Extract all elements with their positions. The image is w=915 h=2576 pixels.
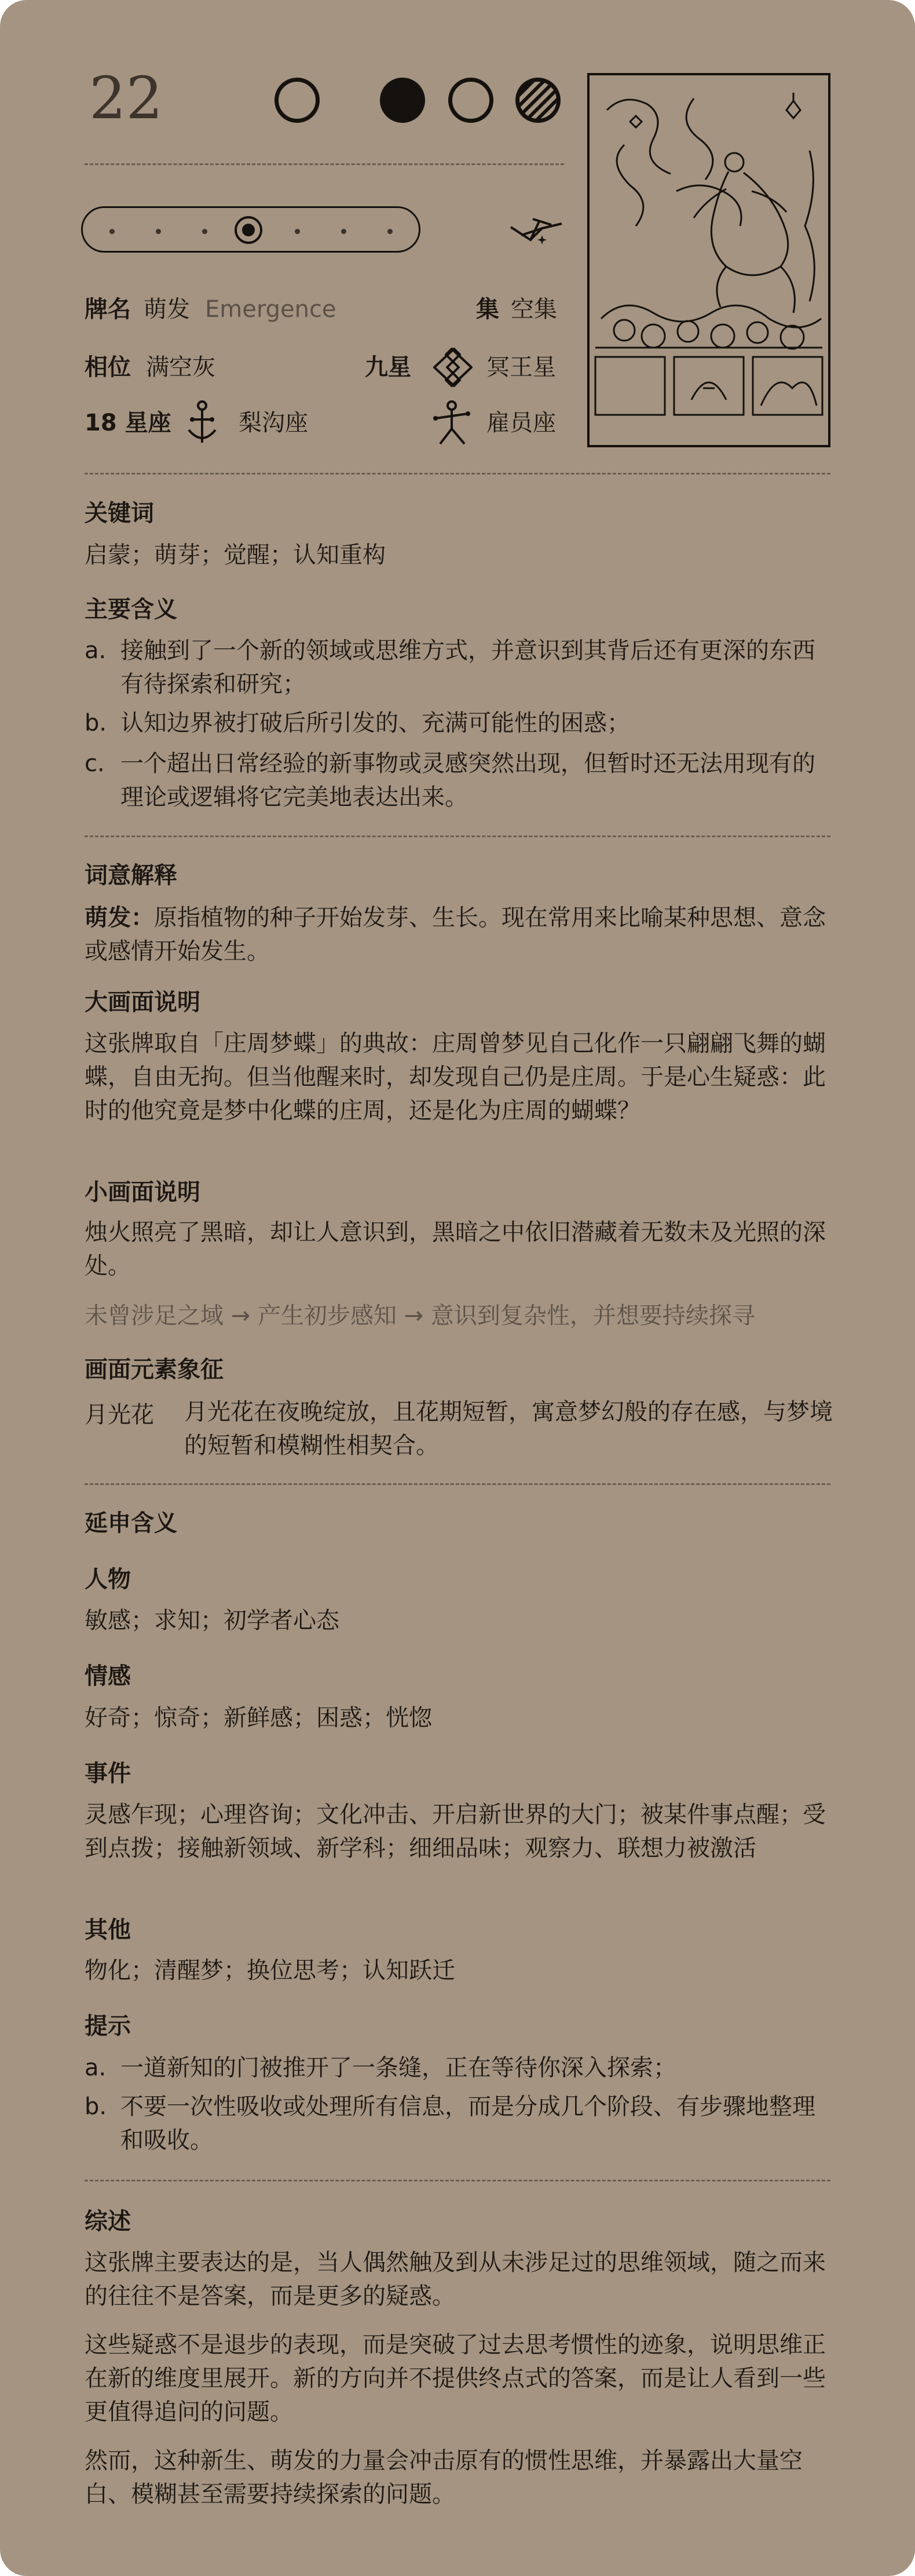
small-picture-flow: 未曾涉足之域 → 产生初步感知 → 意识到复杂性，并想要持续探寻 — [85, 1302, 755, 1329]
emotion-title: 情感 — [85, 1663, 131, 1690]
card-number: 22 — [89, 64, 163, 132]
main-meaning-item — [85, 634, 837, 701]
list-text: 认知边界被打破后所引发的、充满可能性的困惑； — [120, 710, 630, 736]
name-en: Emergence — [205, 296, 336, 323]
pluto-symbol-icon — [429, 346, 477, 388]
divider — [85, 163, 564, 165]
divider — [85, 835, 830, 837]
keywords-title: 关键词 — [85, 500, 154, 527]
constellation-value: 梨沟座 — [239, 410, 308, 436]
card-illustration — [587, 73, 830, 447]
nine-star-label: 九星 — [365, 354, 411, 381]
other-text: 物化；清醒梦；换位思考；认知跃迁 — [85, 1957, 455, 1984]
new-moon-outline-icon — [274, 78, 320, 123]
event-title: 事件 — [85, 1760, 131, 1787]
tips-title: 提示 — [85, 2013, 131, 2039]
summary-paragraph: 然而，这种新生、萌发的力量会冲击原有的惯性思维，并暴露出大量空白、模糊甚至需要持续探索的问题。 — [85, 2447, 803, 2508]
slider-tick — [109, 229, 115, 234]
list-marker: b. — [85, 2093, 107, 2120]
slider-tick — [156, 229, 161, 234]
big-picture-title: 大画面说明 — [85, 989, 200, 1016]
emotion-text: 好奇；惊奇；新鲜感；困惑；恍惚 — [85, 1705, 432, 1731]
position-value: 满空灰 — [146, 354, 215, 381]
circle-outline-icon — [448, 78, 493, 123]
list-marker: a. — [85, 637, 107, 664]
list-marker: c. — [85, 750, 105, 777]
name-cn: 萌发 — [144, 296, 190, 323]
main-meaning-title: 主要含义 — [85, 596, 177, 623]
set-value: 空集 — [511, 296, 557, 323]
people-text: 敏感；求知；初学者心态 — [85, 1607, 339, 1634]
small-picture-title: 小画面说明 — [85, 1179, 200, 1206]
constellation-glyph-icon — [507, 212, 565, 247]
symbols-title: 画面元素象征 — [85, 1356, 224, 1383]
slider-knob[interactable] — [235, 216, 262, 244]
anchor-constellation-icon — [184, 400, 220, 446]
hatched-circle-icon — [515, 78, 561, 123]
divider — [85, 1483, 830, 1485]
slider-tick — [341, 229, 346, 234]
constellation-value-2: 雇员座 — [486, 410, 556, 436]
list-text: 接触到了一个新的领域或思维方式，并意识到其背后还有更深的东西有待探索和研究； — [120, 637, 815, 698]
slider-tick — [295, 229, 300, 234]
word-meaning-body: 原指植物的种子开始发芽、生长。现在常用来比喻某种思想、意念或感情开始发生。 — [85, 904, 826, 965]
list-marker: a. — [85, 2055, 107, 2081]
name-label: 牌名 — [85, 296, 131, 323]
word-meaning-term: 萌发： — [85, 904, 154, 931]
summary-paragraph: 这张牌主要表达的是，当人偶然触及到从未涉足过的思维领域，随之而来的往往不是答案，而是更多的疑惑。 — [85, 2249, 826, 2309]
symbols-term: 月光花 — [85, 1402, 154, 1428]
phase-slider[interactable] — [81, 206, 420, 253]
people-title: 人物 — [85, 1566, 131, 1593]
tips-item — [85, 2051, 837, 2085]
main-meaning-item — [85, 706, 837, 740]
slider-tick — [387, 229, 393, 234]
list-marker: b. — [85, 710, 107, 736]
slider-tick — [202, 229, 207, 234]
constellation-label: 18 星座 — [85, 410, 171, 436]
keywords-text: 启蒙；萌芽；觉醒；认知重构 — [85, 542, 386, 568]
summary-title: 综述 — [85, 2208, 131, 2235]
symbols-text: 月光花在夜晚绽放，且花期短暂，寓意梦幻般的存在感，与梦境的短暂和模糊性相契合。 — [184, 1399, 833, 1459]
tips-item — [85, 2090, 837, 2157]
main-meaning-item — [85, 747, 837, 814]
divider — [85, 2180, 830, 2181]
nine-star-value: 冥王星 — [486, 354, 556, 381]
position-label: 相位 — [85, 354, 131, 381]
summary-paragraph: 这些疑惑不是退步的表现，而是突破了过去思考惯性的迹象，说明思维正在新的维度里展开。新的方向并不提供终点式的答案，而是让人看到一些更值得追问的问题。 — [85, 2331, 826, 2425]
small-picture-text: 烛火照亮了黑暗，却让人意识到，黑暗之中依旧潜藏着无数未及光照的深处。 — [85, 1219, 826, 1279]
set-label: 集 — [476, 296, 499, 323]
big-picture-text: 这张牌取自「庄周梦蝶」的典故：庄周曾梦见自己化作一只翩翩飞舞的蝴蝶，自由无拘。但当他醒来时，却发现自己仍是庄周。于是心生疑惑：此时的他究竟是梦中化蝶的庄周，还是化为庄周的蝴蝶？ — [85, 1030, 826, 1124]
other-title: 其他 — [85, 1917, 131, 1943]
list-text: 不要一次性吸收或处理所有信息，而是分成几个阶段、有步骤地整理和吸收。 — [120, 2093, 815, 2154]
event-text: 灵感乍现；心理咨询；文化冲击、开启新世界的大门；被某件事点醒；受到点拨；接触新领域、新学科；细细品味；观察力、联想力被激活 — [85, 1801, 826, 1862]
full-moon-solid-icon — [380, 78, 425, 123]
list-text: 一个超出日常经验的新事物或灵感突然出现，但暂时还无法用现有的理论或逻辑将它完美地表达出来。 — [120, 750, 815, 811]
word-meaning-text — [85, 901, 837, 968]
extended-title: 延申含义 — [85, 1510, 177, 1537]
figure-constellation-icon — [432, 400, 471, 446]
zhuangzi-butterfly-illustration — [590, 75, 828, 445]
divider — [85, 473, 830, 475]
word-meaning-title: 词意解释 — [85, 862, 177, 889]
list-text: 一道新知的门被推开了一条缝，正在等待你深入探索； — [120, 2055, 676, 2081]
